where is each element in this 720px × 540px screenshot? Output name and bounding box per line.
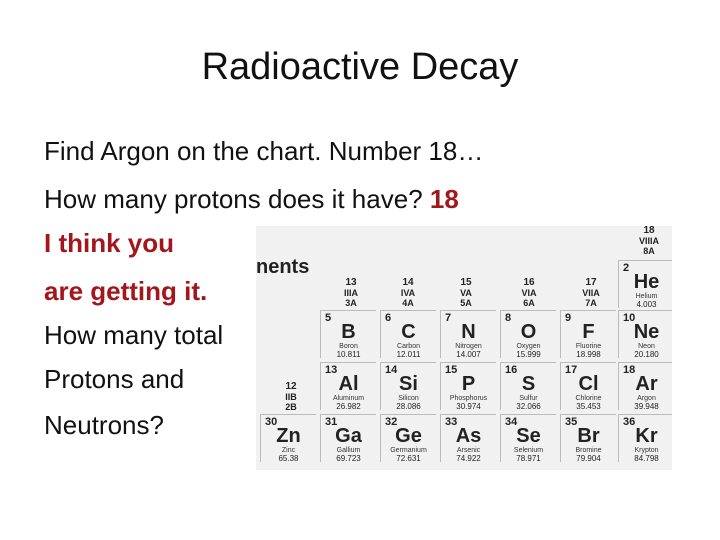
element-cell-as: 33 As Arsenic 74.922: [440, 414, 496, 462]
periodic-table-image: [256, 226, 672, 470]
answer-text: 18: [429, 184, 459, 214]
element-cell-n: 7 N Nitrogen 14.007: [440, 310, 496, 358]
element-cell-se: 34 Se Selenium 78.971: [500, 414, 556, 462]
body-line-3: I think you: [44, 228, 174, 258]
element-cell-ge: 32 Ge Germanium 72.631: [380, 414, 436, 462]
group-header: 16 VIA 6A: [521, 277, 537, 308]
group-header: 18 VIIIA 8A: [638, 226, 659, 256]
element-cell-o: 8 O Oxygen 15.999: [500, 310, 556, 358]
element-cell-f: 9 F Fluorine 18.998: [560, 310, 616, 358]
body-line-1: Find Argon on the chart. Number 18…: [44, 136, 484, 166]
element-cell-cl: 17 Cl Chlorine 35.453: [560, 362, 616, 410]
element-cell-al: 13 Al Aluminum 26.982: [320, 362, 376, 410]
body-line-7: Neutrons?: [44, 410, 164, 440]
group-header: 12 IIB 2B: [285, 381, 297, 412]
element-cell-si: 14 Si Silicon 28.086: [380, 362, 436, 410]
group-header: 13 IIIA 3A: [343, 277, 358, 308]
body-line-2: [44, 184, 459, 214]
body-line-6: Protons and: [44, 364, 185, 394]
group-header: 15 VA 5A: [460, 277, 472, 308]
element-cell-b: 5 B Boron 10.811: [320, 310, 376, 358]
table-heading-fragment: nents: [256, 256, 310, 278]
element-cell-p: 15 P Phosphorus 30.974: [440, 362, 496, 410]
slide-title: Radioactive Decay: [201, 46, 519, 88]
element-cell-zn: 30 Zn Zinc 65.38: [260, 414, 316, 462]
element-cell-br: 35 Br Bromine 79.904: [560, 414, 616, 462]
group-header: 17 VIIA 7A: [582, 277, 600, 308]
element-cell-ar: 18 Ar Argon 39.948: [618, 362, 672, 410]
element-cell-kr: 36 Kr Krypton 84.798: [618, 414, 672, 462]
element-cell-c: 6 C Carbon 12.011: [380, 310, 436, 358]
element-cell-ga: 31 Ga Gallium 69.723: [320, 414, 376, 462]
group-header: 14 IVA 4A: [400, 277, 416, 308]
body-line-5: How many total: [44, 320, 224, 350]
element-cell-ne: 10 Ne Neon 20.180: [618, 310, 672, 358]
body-line-4: are getting it.: [44, 276, 208, 306]
element-cell-he: 2 He Helium 4.003: [618, 260, 672, 308]
element-cell-s: 16 S Sulfur 32.066: [500, 362, 556, 410]
question-text: How many protons does it have?: [44, 184, 430, 214]
